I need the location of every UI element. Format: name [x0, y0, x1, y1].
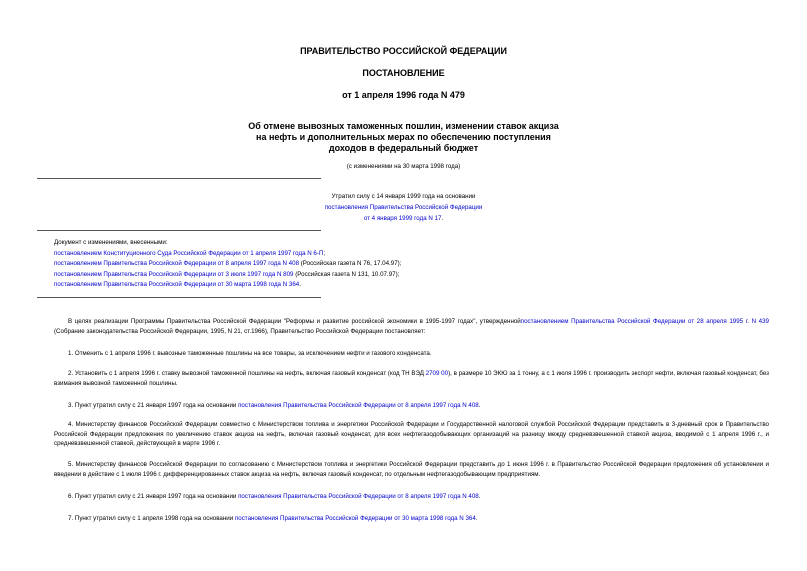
document-type-heading: ПОСТАНОВЛЕНИЕ: [362, 68, 445, 78]
amendments-note: (с изменениями на 30 марта 1998 года): [346, 163, 461, 170]
validity-line: Утратил силу с 14 января 1999 года на основании: [331, 193, 476, 200]
changes-item-link[interactable]: постановлением Правительства Российской Федерации от 8 апреля 1997 года N 408: [54, 260, 300, 267]
changes-item-tail: ;: [323, 249, 326, 257]
p3-text-b: .: [478, 402, 481, 409]
p6-text-b: .: [478, 493, 481, 500]
p2-text-a: 2. Установить с 1 апреля 1996 г. ставку вывозной таможенной пошлины на нефть, включая газовый конденсат (код ТН ВЭД: [68, 370, 426, 377]
changes-heading: Документ с изменениями, внесенными:: [54, 239, 168, 246]
paragraph-2: [54, 369, 769, 388]
intro-link[interactable]: постановлением Правительства Российской Федерации от 28 апреля 1995 г. N 439: [520, 318, 769, 325]
document-date-number: от 1 апреля 1996 года N 479: [342, 90, 465, 100]
p3-text-a: 3. Пункт утратил силу с 21 января 1997 года на основании: [68, 402, 239, 409]
changes-item-tail: (Российская газета N 131, 10.07.97);: [293, 270, 400, 278]
changes-item: [54, 259, 401, 270]
intro-text-b: (Собрание законодательства Российской Федерации, 1995, N 21, ст.1966), Правительство Российской Федерации постановляет:: [54, 327, 426, 335]
paragraph-3: [54, 401, 769, 411]
p6-text-a: 6. Пункт утратил силу с 21 января 1997 года на основании: [68, 493, 239, 500]
validity-dot: .: [441, 215, 444, 222]
changes-item-link[interactable]: постановлением Правительства Российской Федерации от 3 июля 1997 года N 809: [54, 270, 294, 278]
paragraph-5: 5. Министерству финансов Российской Федерации по согласованию с Министерством топлива и энергетики Российской Федерации представить до 1 июня 1996 г. в Правительство Российской Федерации предложения об установлении и введении в действие с 1 июля 1996 г. дифференцированных ставок акциза на нефть, включая газовый конденсат, по отдельным нефтегазодобывающим предприятиям.: [54, 461, 769, 478]
changes-item: [54, 249, 401, 260]
changes-item: [54, 270, 401, 281]
paragraph-7: [54, 514, 769, 524]
title-line-1: Об отмене вывозных таможенных пошлин, изменении ставок акциза: [248, 121, 559, 131]
p7-text-b: .: [475, 515, 478, 522]
validity-link-line-2[interactable]: от 4 января 1999 года N 17: [363, 215, 442, 222]
p7-text-a: 7. Пункт утратил силу с 1 апреля 1998 года на основании: [68, 515, 235, 522]
validity-link-line-1[interactable]: постановления Правительства Российской Федерации: [324, 204, 483, 211]
changes-item-tail: .: [299, 281, 301, 288]
p3-link[interactable]: постановления Правительства Российской Федерации от 8 апреля 1997 года N 408: [238, 402, 479, 409]
document-title: [0, 121, 807, 154]
intro-paragraph: [54, 317, 769, 336]
paragraph-4: 4. Министерству финансов Российской Федерации совместно с Министерством топлива и энергетики Российской Федерации и Государственной налоговой службой Российской Федерации представить в 3-дневный срок в Правительство Российской Федерации предложения по увеличению ставок акциза на нефть, включая газовый конденсат, для всех нефтегазодобывающих организаций на разницу между средневзвешенной ставкой акциза, вводимой с 1 апреля 1996 г., и средневзвешенной ставкой, действующей в марте 1996 г.: [54, 421, 769, 447]
divider-middle: [37, 230, 321, 231]
paragraph-1: 1. Отменить с 1 апреля 1996 г. вывозные таможенные пошлины на все товары, за исключением нефти и газового конденсата.: [68, 350, 432, 357]
p7-link[interactable]: постановления Правительства Российской Федерации от 30 марта 1998 года N 364: [234, 515, 476, 522]
paragraph-6: [54, 492, 769, 502]
validity-note: [0, 191, 807, 224]
title-line-3: доходов в федеральный бюджет: [328, 143, 479, 153]
p2-text-b: ), в размере 10 ЭКЮ за 1 тонну, а с 1 июля 1996 г. производить экспорт нефти, включая газовый конденсат, без взимания вывозной таможенной пошлины.: [54, 370, 770, 387]
title-line-2: на нефть и дополнительных мерах по обеспечению поступления: [256, 132, 551, 142]
changes-item-link[interactable]: постановлением Конституционного Суда Российской Федерации от 1 апреля 1997 года N 6-П: [54, 249, 324, 257]
changes-item-link[interactable]: постановлением Правительства Российской Федерации от 30 марта 1998 года N 364: [54, 281, 300, 288]
changes-item-tail: (Российская газета N 76, 17.04.97);: [299, 260, 402, 267]
issuer-heading: ПРАВИТЕЛЬСТВО РОССИЙСКОЙ ФЕДЕРАЦИИ: [300, 46, 507, 56]
divider-top: [37, 178, 321, 179]
p6-link[interactable]: постановления Правительства Российской Федерации от 8 апреля 1997 года N 408: [238, 493, 479, 500]
changes-block: [54, 238, 401, 291]
intro-text-a: В целях реализации Программы Правительства Российской Федерации "Реформы и развитие российской экономики в 1995-1997 годах", утвержденной: [68, 318, 521, 325]
divider-bottom: [37, 297, 321, 298]
changes-item: [54, 280, 401, 291]
p2-code-link[interactable]: 2709 00: [425, 370, 449, 377]
